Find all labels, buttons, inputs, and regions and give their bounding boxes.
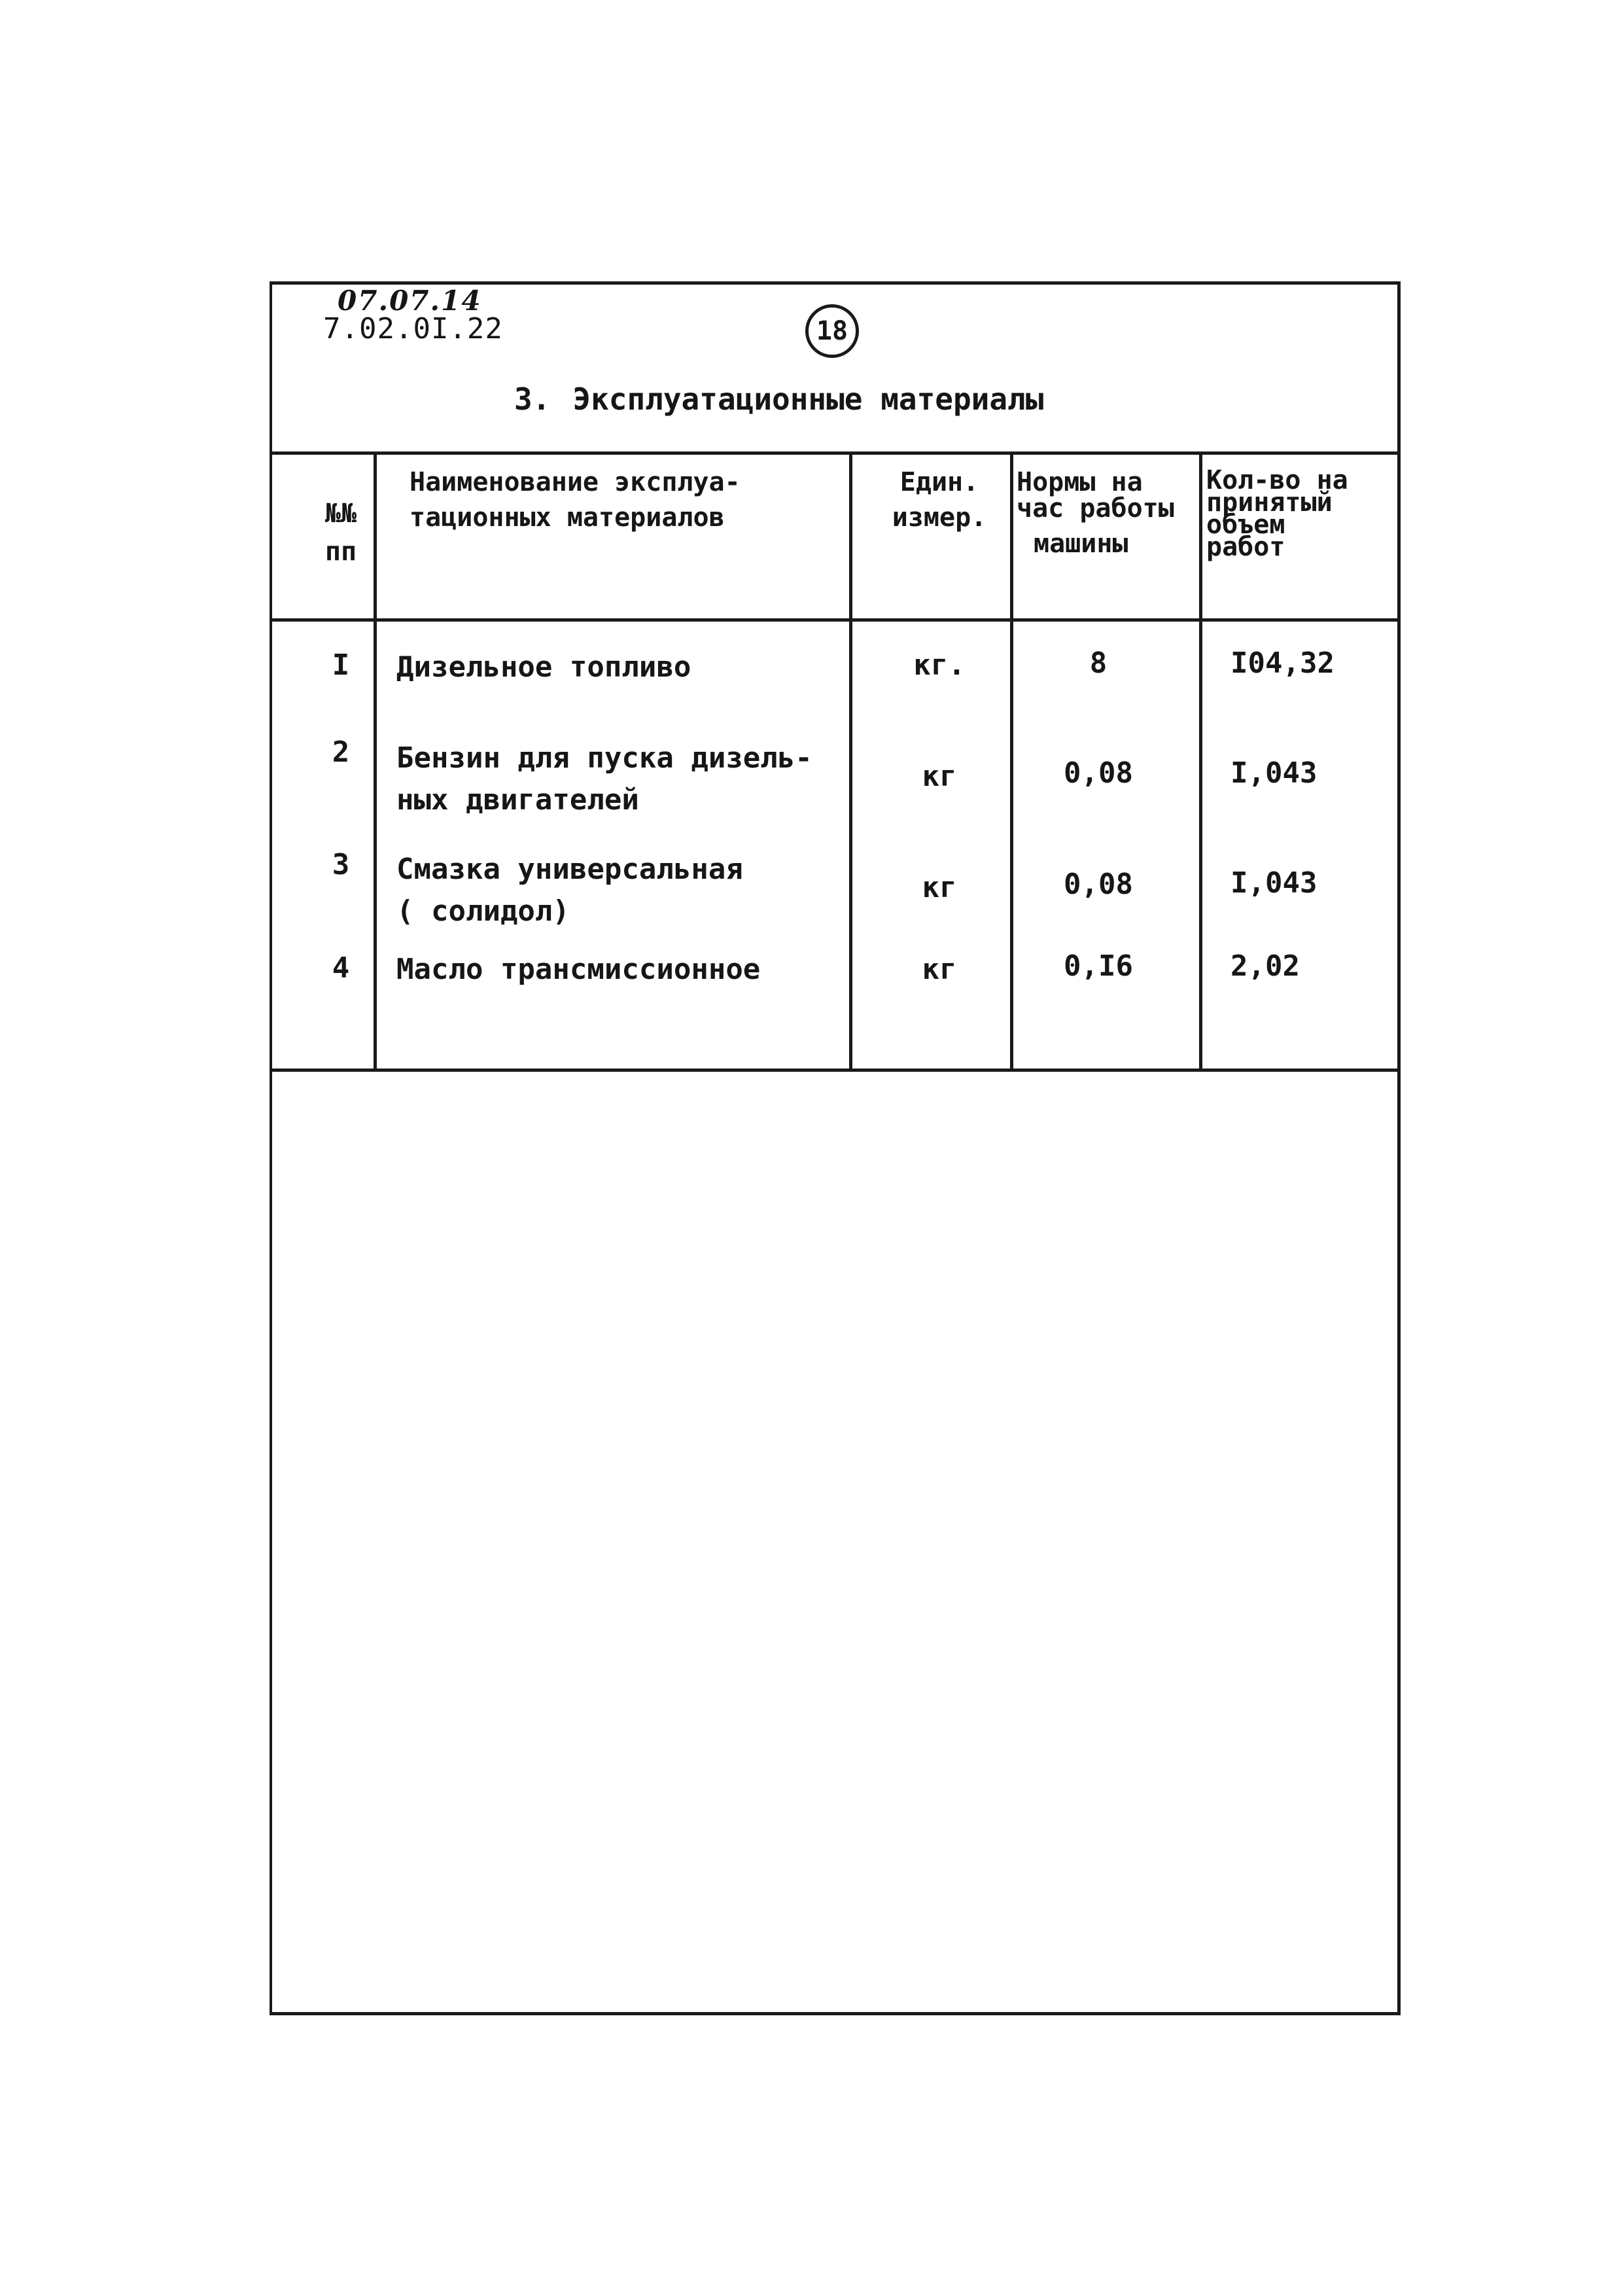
row-unit: кг (922, 760, 957, 793)
column-header-num (318, 501, 364, 565)
column-header-unit (881, 469, 998, 531)
row-number: 3 (332, 848, 350, 881)
column-divider (1010, 455, 1013, 1070)
section-number: 3. (514, 381, 551, 417)
row-name-line: Масло трансмиссионное (396, 953, 761, 986)
header-line: Един. (899, 467, 979, 497)
row-norm: 8 (1089, 646, 1108, 680)
header-line: Кол-во на (1206, 465, 1348, 495)
row-name (396, 952, 760, 987)
table-bottom-rule (272, 1069, 1397, 1072)
header-line: час работы (1017, 493, 1174, 523)
document-frame (270, 281, 1401, 2015)
header-line: Наименование эксплуа- (410, 467, 741, 497)
header-line: пп (324, 537, 357, 567)
header-line: объем (1206, 510, 1285, 540)
row-norm: 0,08 (1064, 868, 1133, 901)
row-unit: кг (922, 871, 957, 904)
section-title (514, 381, 1043, 417)
document-header (272, 285, 1397, 455)
handwritten-date: 07.07.14 (338, 285, 482, 317)
row-unit: кг (922, 953, 957, 986)
row-name (396, 650, 691, 685)
header-line: Нормы на (1017, 467, 1143, 497)
header-row-divider (272, 618, 1397, 622)
row-name-line: ных двигателей (396, 783, 639, 817)
row-number: I (332, 648, 350, 682)
row-qty: I04,32 (1230, 646, 1335, 680)
header-line: машины (1034, 529, 1128, 559)
row-qty: 2,02 (1230, 949, 1300, 983)
row-name-line: ( солидол) (396, 894, 570, 928)
row-name-line: Дизельное топливо (396, 650, 691, 684)
header-line: №№ (324, 499, 357, 529)
column-divider (374, 455, 377, 1070)
page-number-circle (805, 304, 859, 358)
row-qty: I,043 (1230, 756, 1318, 790)
column-header-qty (1206, 465, 1396, 562)
row-name-line: Смазка универсальная (396, 853, 743, 886)
row-norm: 0,I6 (1064, 949, 1133, 983)
row-name-line: Бензин для пуска дизель- (396, 741, 812, 775)
column-divider (849, 455, 852, 1070)
row-number: 4 (332, 951, 350, 985)
document-number: 7.02.0I.22 (323, 312, 503, 345)
column-header-norm (1017, 469, 1200, 557)
row-qty: I,043 (1230, 866, 1318, 900)
column-header-name (410, 469, 741, 531)
header-line: принятый (1206, 487, 1333, 518)
row-norm: 0,08 (1064, 756, 1133, 790)
row-name (396, 737, 812, 821)
header-line: измер. (892, 503, 987, 533)
page-number: 18 (816, 316, 848, 346)
header-line: тационных материалов (410, 503, 725, 533)
row-name (396, 849, 743, 932)
row-number: 2 (332, 735, 350, 769)
section-title-text: Эксплуатационные материалы (572, 381, 1044, 417)
header-line: работ (1206, 532, 1285, 562)
row-unit: кг. (913, 648, 966, 682)
